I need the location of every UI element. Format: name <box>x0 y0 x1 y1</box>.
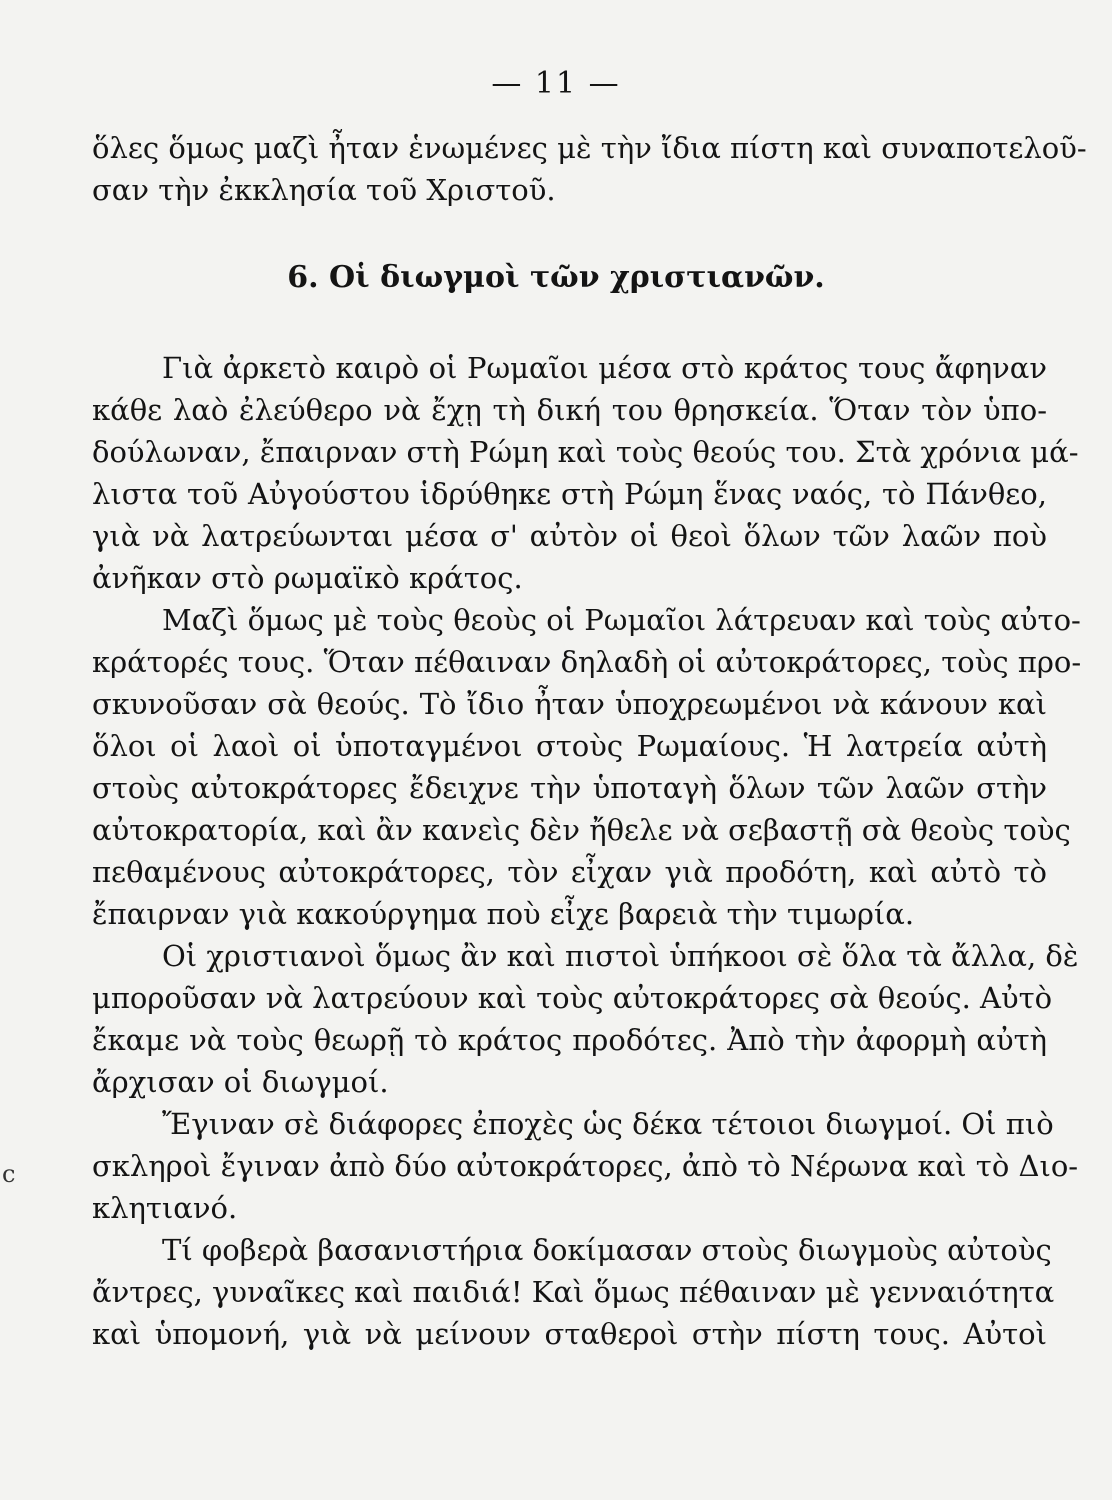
section-title: 6. Οἱ διωγμοὶ τῶν χριστιανῶν. <box>287 260 825 295</box>
text-line: κράτορές τους. Ὅταν πέθαιναν δηλαδὴ οἱ αὐτοκράτορες, τοὺς προ- <box>92 645 1082 679</box>
text-line: λιστα τοῦ Αὐγούστου ἱδρύθηκε στὴ Ρώμη ἕνας ναός, τὸ Πάνθεο, <box>92 477 1047 511</box>
text-line: σαν τὴν ἐκκλησία τοῦ Χριστοῦ. <box>92 173 556 207</box>
paragraph-first-line: Γιὰ ἀρκετὸ καιρὸ οἱ Ρωμαῖοι μέσα στὸ κράτος τους ἄφηναν <box>162 351 1047 385</box>
text-line: γιὰ νὰ λατρεύωνται μέσα σ' αὐτὸν οἱ θεοὶ ὅλων τῶν λαῶν ποὺ <box>92 519 1047 553</box>
page-number: — 11 — <box>491 66 621 101</box>
margin-mark: c <box>2 1160 16 1188</box>
paragraph-first-line: Ἔγιναν σὲ διάφορες ἐποχὲς ὡς δέκα τέτοιοι διωγμοί. Οἱ πιὸ <box>162 1107 1054 1141</box>
text-line: σκυνοῦσαν σὰ θεούς. Τὸ ἴδιο ἦταν ὑποχρεωμένοι νὰ κάνουν καὶ <box>92 687 1047 721</box>
text-line: σκληροὶ ἔγιναν ἀπὸ δύο αὐτοκράτορες, ἀπὸ τὸ Νέρωνα καὶ τὸ Διο- <box>92 1149 1079 1183</box>
text-line: καὶ ὑπομονή, γιὰ νὰ μείνουν σταθεροὶ στὴν πίστη τους. Αὐτοὶ <box>92 1317 1047 1351</box>
text-line: ἔκαμε νὰ τοὺς θεωρῇ τὸ κράτος προδότες. Ἀπὸ τὴν ἀφορμὴ αὐτὴ <box>92 1023 1047 1057</box>
paragraph-first-line: Οἱ χριστιανοὶ ὅμως ἂν καὶ πιστοὶ ὑπήκοοι σὲ ὅλα τὰ ἄλλα, δὲ <box>162 939 1079 973</box>
text-line: ὅλοι οἱ λαοὶ οἱ ὑποταγμένοι στοὺς Ρωμαίους. Ἡ λατρεία αὐτὴ <box>92 729 1047 763</box>
text-line: ἄρχισαν οἱ διωγμοί. <box>92 1065 389 1099</box>
text-line: στοὺς αὐτοκράτορες ἔδειχνε τὴν ὑποταγὴ ὅλων τῶν λαῶν στὴν <box>92 771 1047 805</box>
text-line: ὅλες ὅμως μαζὶ ἦταν ἑνωμένες μὲ τὴν ἴδια πίστη καὶ συναποτελοῦ- <box>92 131 1087 165</box>
text-line: κάθε λαὸ ἐλεύθερο νὰ ἔχῃ τὴ δική του θρησκεία. Ὅταν τὸν ὑπο- <box>92 393 1047 427</box>
text-line: μποροῦσαν νὰ λατρεύουν καὶ τοὺς αὐτοκράτορες σὰ θεούς. Αὐτὸ <box>92 981 1053 1015</box>
text-line: κλητιανό. <box>92 1191 238 1225</box>
text-line: αὐτοκρατορία, καὶ ἂν κανεὶς δὲν ἤθελε νὰ σεβαστῇ σὰ θεοὺς τοὺς <box>92 813 1071 847</box>
text-line: ἀνῆκαν στὸ ρωμαϊκὸ κράτος. <box>92 561 523 595</box>
text-line: πεθαμένους αὐτοκράτορες, τὸν εἶχαν γιὰ προδότη, καὶ αὐτὸ τὸ <box>92 855 1047 889</box>
paragraph-first-line: Τί φοβερὰ βασανιστήρια δοκίμασαν στοὺς διωγμοὺς αὐτοὺς <box>162 1233 1052 1267</box>
text-line: δούλωναν, ἔπαιρναν στὴ Ρώμη καὶ τοὺς θεούς του. Στὰ χρόνια μά- <box>92 435 1079 469</box>
paragraph-first-line: Μαζὶ ὅμως μὲ τοὺς θεοὺς οἱ Ρωμαῖοι λάτρευαν καὶ τοὺς αὐτο- <box>162 603 1081 637</box>
text-line: ἄντρες, γυναῖκες καὶ παιδιά! Καὶ ὅμως πέθαιναν μὲ γενναιότητα <box>92 1275 1055 1309</box>
text-line: ἔπαιρναν γιὰ κακούργημα ποὺ εἶχε βαρειὰ τὴν τιμωρία. <box>92 897 915 931</box>
